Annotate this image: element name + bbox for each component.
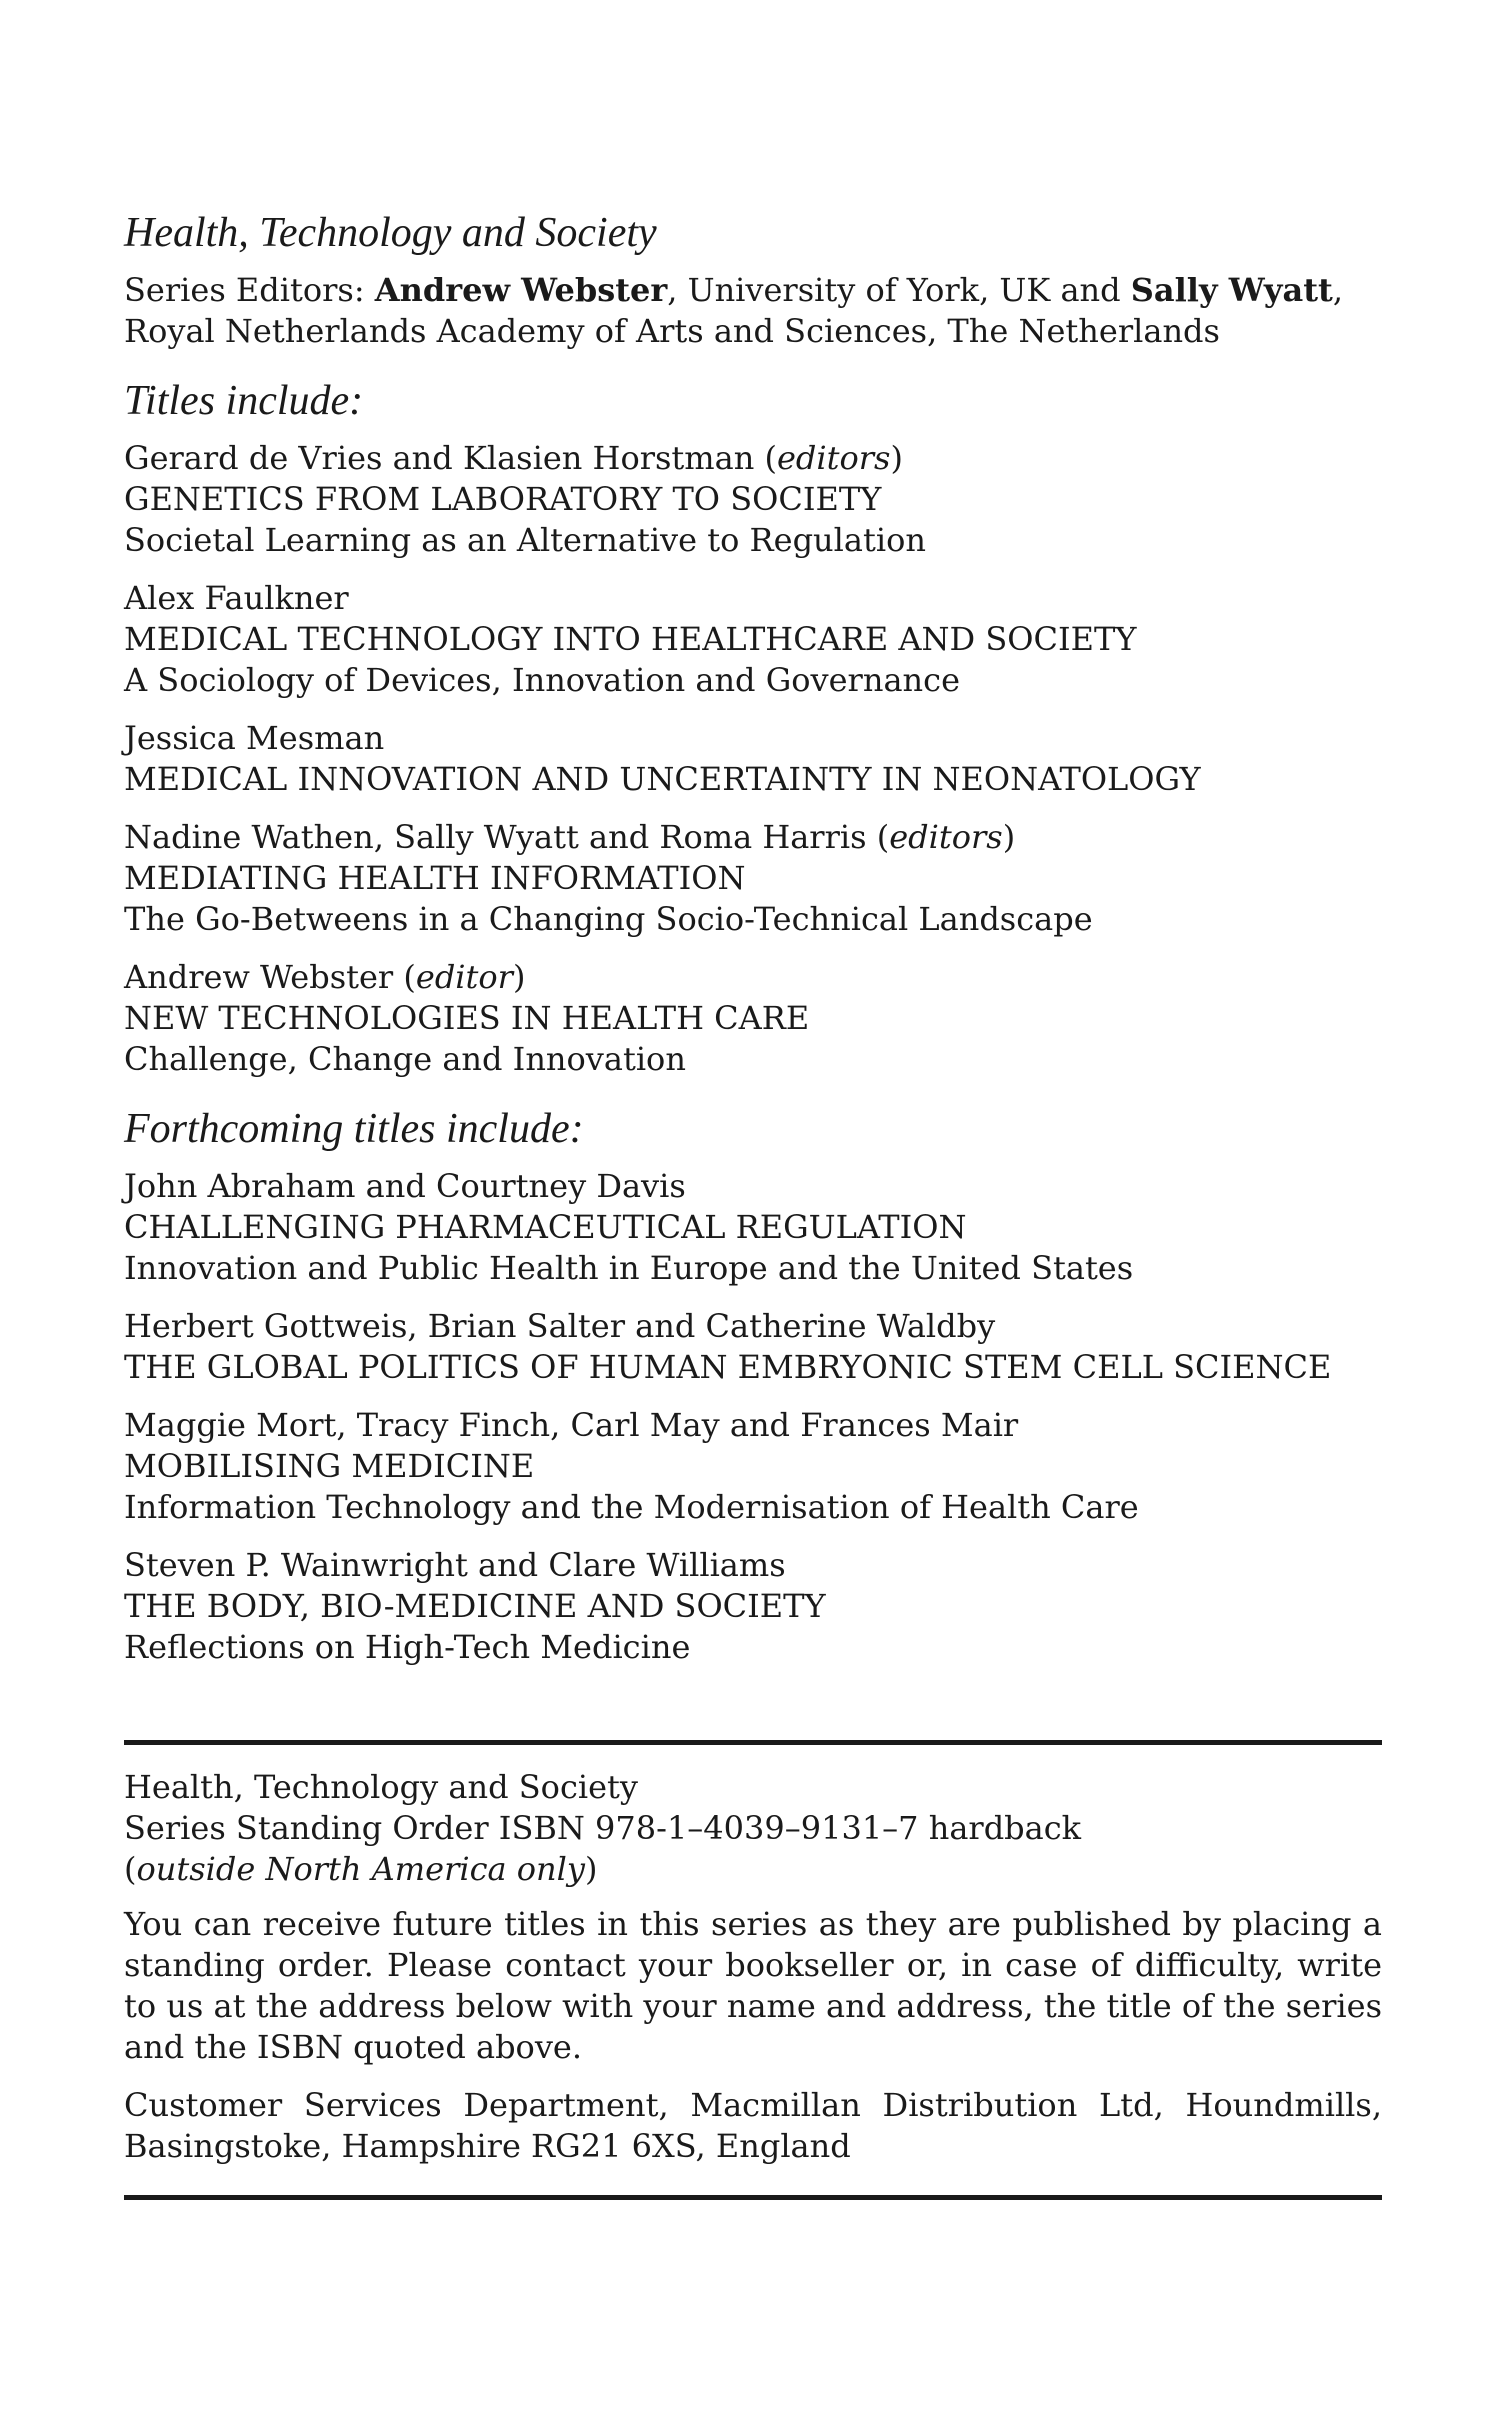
series-editor-2: Sally Wyatt (1130, 271, 1333, 309)
book-authors: Maggie Mort, Tracy Finch, Carl May and Frances Mair (124, 1406, 1019, 1444)
standing-order-series: Health, Technology and Society (124, 1768, 638, 1806)
book-title: GENETICS FROM LABORATORY TO SOCIETY (124, 480, 882, 518)
standing-order-paragraph: You can receive future titles in this series as they are published by placing a standing order. Please contact your bookseller or, in case of difficulty, write to us at the address below with your name and address, the title of the series and the ISBN quoted above. (124, 1905, 1382, 2066)
forthcoming-entry (124, 1545, 1382, 1668)
series-editor-2-affiliation: Royal Netherlands Academy of Arts and Sciences, The Netherlands (124, 312, 1220, 350)
book-authors: Jessica Mesman (124, 719, 385, 757)
book-role: editors (776, 439, 891, 477)
series-page (124, 210, 1382, 2200)
book-authors: Andrew Webster (editor) (124, 958, 526, 996)
forthcoming-entry (124, 1166, 1382, 1289)
book-title: MEDIATING HEALTH INFORMATION (124, 859, 746, 897)
standing-order-region: (outside North America only) (124, 1850, 598, 1888)
book-subtitle: Societal Learning as an Alternative to Regulation (124, 521, 926, 559)
forthcoming-entry (124, 1306, 1382, 1388)
series-editor-1-affiliation: , University of York, UK and (667, 271, 1131, 309)
forthcoming-entry (124, 1405, 1382, 1528)
book-subtitle: The Go-Betweens in a Changing Socio-Technical Landscape (124, 900, 1093, 938)
series-editor-1: Andrew Webster (374, 271, 668, 309)
book-authors: Alex Faulkner (124, 579, 349, 617)
top-divider (124, 1740, 1382, 1745)
book-title: CHALLENGING PHARMACEUTICAL REGULATION (124, 1208, 967, 1246)
book-title: THE GLOBAL POLITICS OF HUMAN EMBRYONIC STEM CELL SCIENCE (124, 1348, 1332, 1386)
book-subtitle: Reflections on High-Tech Medicine (124, 1628, 691, 1666)
book-authors: Herbert Gottweis, Brian Salter and Catherine Waldby (124, 1307, 996, 1345)
book-entry (124, 817, 1382, 940)
book-title: MOBILISING MEDICINE (124, 1447, 535, 1485)
book-title: NEW TECHNOLOGIES IN HEALTH CARE (124, 999, 810, 1037)
book-authors: Gerard de Vries and Klasien Horstman (editors) (124, 439, 903, 477)
book-title: MEDICAL TECHNOLOGY INTO HEALTHCARE AND SOCIETY (124, 620, 1137, 658)
book-authors: John Abraham and Courtney Davis (124, 1167, 686, 1205)
book-entry (124, 438, 1382, 561)
book-entry (124, 957, 1382, 1080)
book-title: THE BODY, BIO-MEDICINE AND SOCIETY (124, 1587, 826, 1625)
series-title: Health, Technology and Society (124, 210, 657, 256)
book-subtitle: A Sociology of Devices, Innovation and Governance (124, 661, 960, 699)
bottom-divider (124, 2195, 1382, 2200)
book-role: editors (889, 818, 1003, 856)
book-subtitle: Challenge, Change and Innovation (124, 1040, 686, 1078)
customer-services-address: Customer Services Department, Macmillan Distribution Ltd, Houndmills, Basingstoke, Hampshire RG21 6XS, England (124, 2086, 1382, 2165)
book-entry (124, 718, 1382, 800)
forthcoming-heading: Forthcoming titles include: (124, 1106, 584, 1152)
book-title: MEDICAL INNOVATION AND UNCERTAINTY IN NEONATOLOGY (124, 760, 1201, 798)
book-authors: Nadine Wathen, Sally Wyatt and Roma Harris (editors) (124, 818, 1016, 856)
book-subtitle: Information Technology and the Modernisation of Health Care (124, 1488, 1139, 1526)
book-subtitle: Innovation and Public Health in Europe and the United States (124, 1249, 1134, 1287)
book-authors: Steven P. Wainwright and Clare Williams (124, 1546, 786, 1584)
series-editors-line (124, 270, 1382, 311)
titles-heading: Titles include: (124, 378, 364, 424)
series-editor-2-suffix: , (1332, 271, 1343, 309)
book-entry (124, 578, 1382, 701)
series-editors-prefix: Series Editors: (124, 271, 375, 309)
book-role: editor (415, 958, 513, 996)
standing-order-isbn: Series Standing Order ISBN 978-1–4039–9131–7 hardback (124, 1809, 1082, 1847)
standing-order-block (124, 1767, 1382, 2167)
